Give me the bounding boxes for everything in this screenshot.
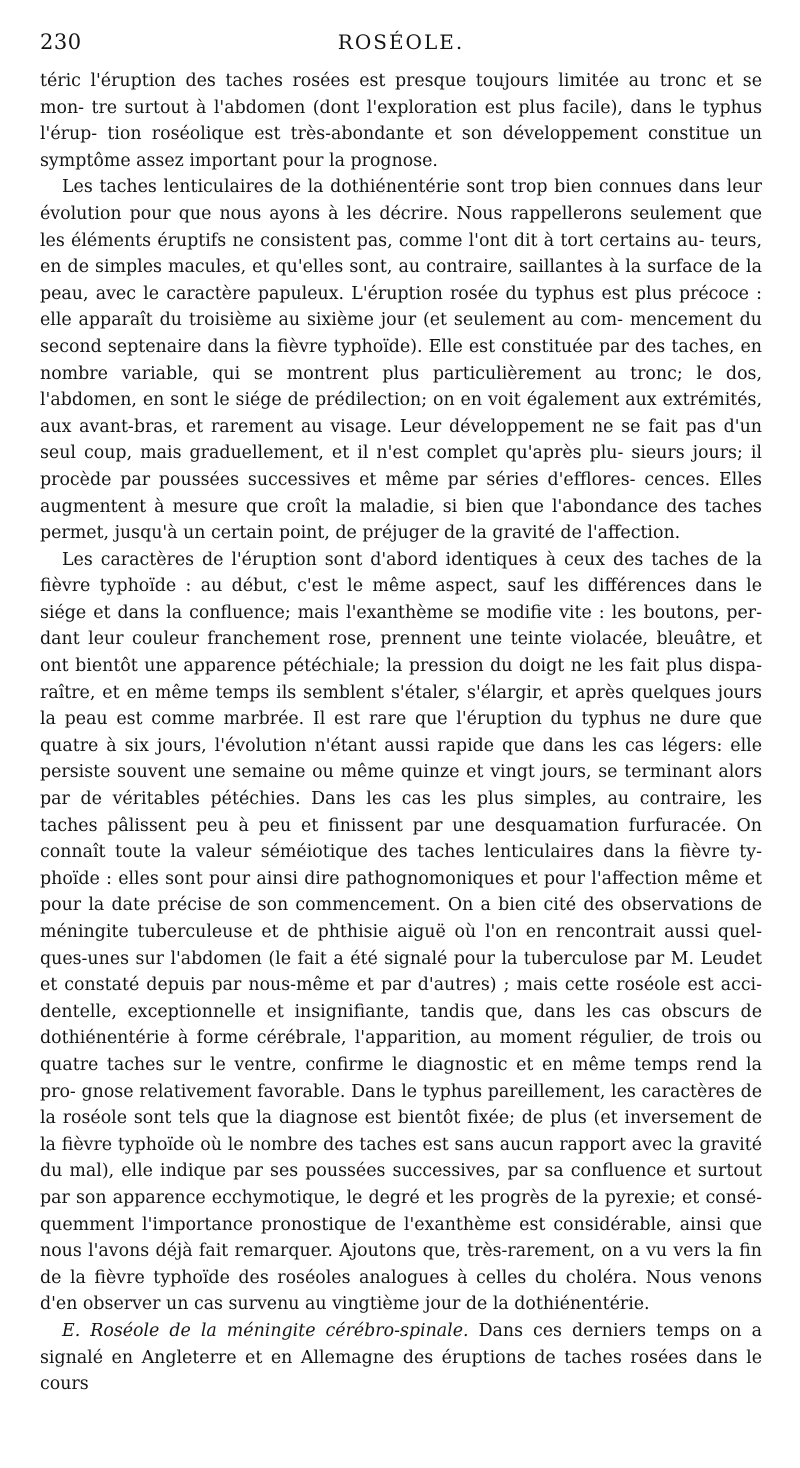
section-title: E. Roséole de la méningite cérébro-spinale.: [62, 1320, 469, 1341]
paragraph-eruption-characters: Les caractères de l'éruption sont d'abord identiques à ceux des taches de la fièvre typhoïde : au début, c'est le même aspect, sauf les différences dans le siége et dans la confluence; mais l'exanthème se modifie vite : les boutons, per- dant leur couleur franchement rose, prennent une teinte violacée, bleuâtre, et ont bientôt une apparence pétéchiale; la pression du doigt ne les fait plus dispa- raître, et en même temps ils semblent s'étaler, s'élargir, et après quelques jours la peau est comme marbrée. Il est rare que l'éruption du typhus ne dure que quatre à six jours, l'évolution n'étant aussi rapide que dans les cas légers: elle persiste souvent une semaine ou même quinze et vingt jours, se terminant alors par de véritables pétéchies. Dans les cas les plus simples, au contraire, les taches pâlissent peu à peu et finissent par une desquamation furfuracée. On connaît toute la valeur séméiotique des taches lenticulaires dans la fièvre ty- phoïde : elles sont pour ainsi dire pathognomoniques et pour l'affection même et pour la date précise de son commencement. On a bien cité des observations de méningite tuberculeuse et de phthisie aiguë où l'on en rencontrait aussi quel- ques-unes sur l'abdomen (le fait a été signalé pour la tuberculose par M. Leudet et constaté depuis par nous-même et par d'autres) ; mais cette roséole est acci- dentelle, exceptionnelle et insignifiante, tandis que, dans les cas obscurs de dothiénentérie à forme cérébrale, l'apparition, au moment régulier, de trois ou quatre taches sur le ventre, confirme le diagnostic et en même temps rend la pro- gnose relativement favorable. Dans le typhus pareillement, les caractères de la roséole sont tels que la diagnose est bientôt fixée; de plus (et inversement de la fièvre typhoïde où le nombre des taches est sans aucun rapport avec la gravité du mal), elle indique par ses poussées successives, par sa confluence et surtout par son apparence ecchymotique, le degré et les progrès de la pyrexie; et consé- quemment l'importance pronostique de l'exanthème est considérable, ainsi que nous l'avons déjà fait remarquer. Ajoutons que, très-rarement, on a vu vers la fin de la fièvre typhoïde des roséoles analogues à celles du choléra. Nous venons d'en observer un cas survenu au vingtième jour de la dothiénentérie.: [40, 549, 762, 1315]
paragraph-section-e: [40, 1318, 762, 1398]
page-number: 230: [40, 30, 82, 54]
running-head: [40, 30, 762, 68]
running-title: ROSÉOLE.: [337, 30, 465, 54]
paragraph-lenticular-spots: Les taches lenticulaires de la dothiénentérie sont trop bien connues dans leur évolution pour que nous ayons à les décrire. Nous rappellerons seulement que les éléments éruptifs ne consistent pas, comme l'ont dit à tort certains au- teurs, en de simples macules, et qu'elles sont, au contraire, saillantes à la surface de la peau, avec le caractère papuleux. L'éruption rosée du typhus est plus précoce : elle apparaît du troisième au sixième jour (et seulement au com- mencement du second septenaire dans la fièvre typhoïde). Elle est constituée par des taches, en nombre variable, qui se montrent plus particulièrement au tronc; le dos, l'abdomen, en sont le siége de prédilection; on en voit également aux extrémités, aux avant-bras, et rarement au visage. Leur développement ne se fait pas d'un seul coup, mais graduellement, et il n'est complet qu'après plu- sieurs jours; il procède par poussées successives et même par séries d'efflores- cences. Elles augmentent à mesure que croît la maladie, si bien que l'abondance des taches permet, jusqu'à un certain point, de préjuger de la gravité de l'affection.: [40, 177, 762, 544]
section-text: Dans ces derniers temps on a signalé en Angleterre et en Allemagne des éruptions de taches rosées dans le cours: [40, 1320, 762, 1395]
paragraph-continuation: téric l'éruption des taches rosées est presque toujours limitée au tronc et se mon- tre surtout à l'abdomen (dont l'exploration est plus facile), dans le typhus l'érup- tion roséolique est très-abondante et son développement constitue un symptôme assez important pour la prognose.: [40, 71, 762, 171]
